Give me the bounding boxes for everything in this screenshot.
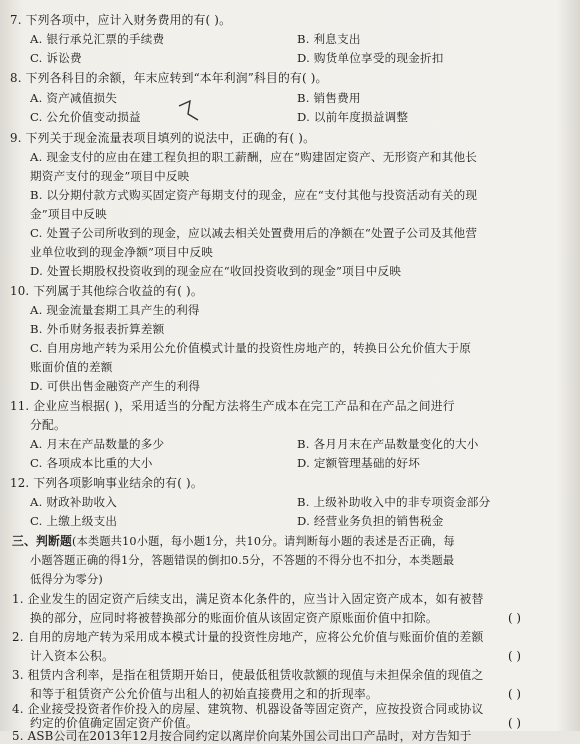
- q10-option-c-line1: C. 自用房地产转为采用公允价值模式计量的投资性房地产的，转换日公允价值大于原: [30, 341, 472, 355]
- q9-option-a-line1: A. 现金支付的应由在建工程负担的职工薪酬，应在“购建固定资产、无形资产和其他长: [30, 150, 478, 164]
- j2-line1: 2. 自用的房地产转为采用成本模式计量的投资性房地产，应将公允价值与账面价值的差额: [12, 630, 484, 644]
- q12-option-a: A. 财政补助收入: [30, 495, 118, 509]
- q12-option-b: B. 上级补助收入中的非专项资金部分: [297, 495, 491, 509]
- q10-option-d: D. 可供出售金融资产产生的利得: [30, 379, 201, 393]
- j4-line2: 约定的价值确定固定资产价值。: [30, 716, 198, 730]
- q9-option-b-line2: 金”项目中反映: [30, 207, 107, 221]
- q7-stem: 7. 下列各项中，应计入财务费用的有( )。: [10, 13, 232, 27]
- j4-line1: 4. 企业接受投资者作价投入的房屋、建筑物、机器设备等固定资产，应按投资合同或协议: [12, 702, 484, 716]
- q11-stem-line1: 11. 企业应当根据( )，采用适当的分配方法将生产成本在完工产品和在产品之间进行: [10, 399, 455, 413]
- section3-note-line2: 小题答题正确的得1分，答题错误的倒扣0.5分，不答题的不得分也不扣分，本类题最: [30, 554, 455, 567]
- q12-option-c: C. 上缴上级支出: [30, 514, 118, 528]
- j1-line1: 1. 企业发生的固定资产后续支出，满足资本化条件的，应当计入固定资产成本，如有被替: [12, 592, 484, 606]
- q10-option-a: A. 现金流量套期工具产生的利得: [30, 303, 200, 317]
- q9-option-b-line1: B. 以分期付款方式购买固定资产每期支付的现金，应在“支付其他与投资活动有关的现: [30, 188, 478, 202]
- q8-option-c: C. 公允价值变动损益: [30, 110, 141, 124]
- q9-stem: 9. 下列关于现金流量表项目填列的说法中，正确的有( )。: [10, 131, 316, 145]
- q10-option-c-line2: 账面价值的差额: [30, 360, 113, 374]
- section3-title: 三、判断题: [12, 534, 72, 548]
- q7-option-c: C. 诉讼费: [30, 51, 82, 65]
- q12-option-d: D. 经营业务负担的销售税金: [297, 514, 444, 528]
- q8-option-d: D. 以前年度损益调整: [297, 110, 409, 124]
- section3-header: [12, 534, 455, 549]
- q11-option-d: D. 定额管理基础的好坏: [297, 456, 420, 470]
- q8-option-b: B. 销售费用: [297, 91, 361, 105]
- section3-note-line3: 低得分为零分): [30, 573, 103, 586]
- j3-line2: 和等于租赁资产公允价值与出租人的初始直接费用之和的折现率。: [30, 687, 378, 701]
- j3-line1: 3. 租赁内含利率，是指在租赁期开始日，使最低租赁收款额的现值与未担保余值的现值之: [12, 668, 484, 682]
- j2-line2: 计入资本公积。: [30, 649, 114, 663]
- q7-option-d: D. 购货单位享受的现金折扣: [297, 51, 444, 65]
- q11-option-c: C. 各项成本比重的大小: [30, 456, 153, 470]
- q9-option-a-line2: 期资产支付的现金”项目中反映: [30, 169, 190, 183]
- j4-answer-paren: ( ): [508, 716, 521, 730]
- q10-stem: 10. 下列属于其他综合收益的有( )。: [10, 284, 203, 298]
- q12-stem: 12. 下列各项影响事业结余的有( )。: [10, 476, 203, 490]
- q11-option-b: B. 各月月末在产品数量变化的大小: [297, 437, 479, 451]
- q8-option-a: A. 资产减值损失: [30, 91, 118, 105]
- j3-answer-paren: ( ): [508, 687, 521, 701]
- q11-stem-line2: 分配。: [30, 418, 66, 432]
- q7-option-b: B. 利息支出: [297, 32, 361, 46]
- q7-option-a: A. 银行承兑汇票的手续费: [30, 32, 165, 46]
- section3-note-line1: (本类题共10小题，每小题1分，共10分。请判断每小题的表述是否正确，每: [72, 535, 455, 548]
- q8-stem: 8. 下列各科目的余额，年末应转到“本年利润”科目的有( )。: [10, 71, 328, 85]
- j1-answer-paren: ( ): [508, 611, 521, 625]
- q10-option-b: B. 外币财务报表折算差额: [30, 322, 165, 336]
- q9-option-d: D. 处置长期股权投资收到的现金应在“收回投资收到的现金”项目中反映: [30, 264, 402, 278]
- j2-answer-paren: ( ): [508, 649, 521, 663]
- q9-option-c-line1: C. 处置子公司所收到的现金，应以减去相关处置费用后的净额在“处置子公司及其他营: [30, 226, 478, 240]
- j1-line2: 换的部分，应同时将被替换部分的账面价值从该固定资产原账面价值中扣除。: [30, 611, 438, 625]
- q11-option-a: A. 月末在产品数量的多少: [30, 437, 165, 451]
- q9-option-c-line2: 业单位收到的现金净额”项目中反映: [30, 245, 214, 259]
- j5-line1: 5. ASB公司在2013年12月按合同约定以离岸价向某外国公司出口产品时，对方告知于: [12, 729, 472, 743]
- pen-mark-icon: [176, 96, 206, 126]
